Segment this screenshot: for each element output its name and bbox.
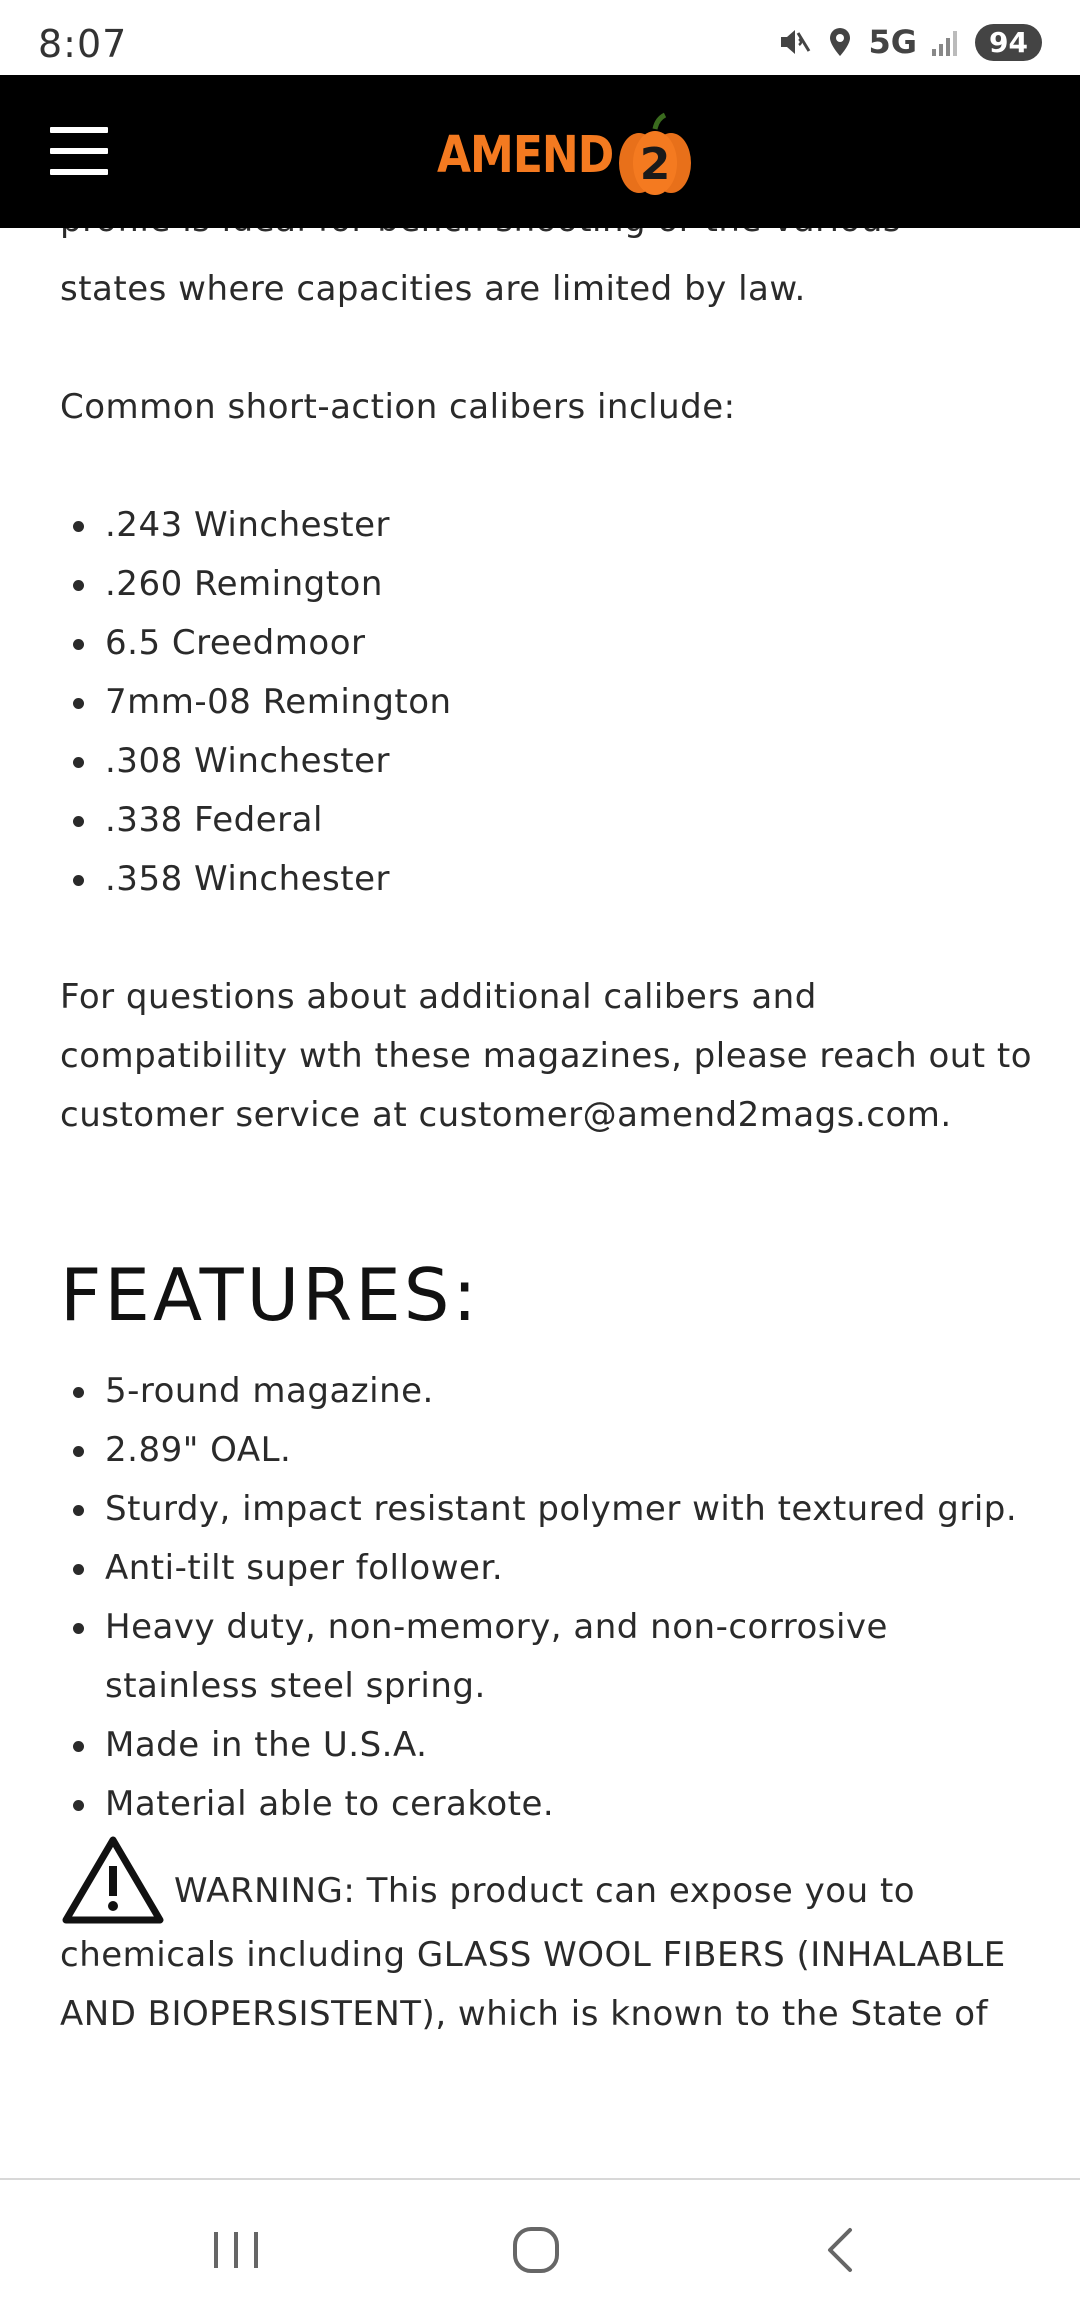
calibers-list — [60, 496, 1040, 909]
list-item: .338 Federal — [60, 791, 1040, 850]
hamburger-icon — [50, 127, 108, 133]
back-icon[interactable] — [810, 2220, 870, 2280]
location-icon — [823, 25, 857, 59]
site-header — [0, 75, 1080, 228]
hamburger-icon-bar — [50, 148, 108, 154]
list-item: Sturdy, impact resistant polymer with textured grip. — [60, 1480, 1040, 1539]
brand-logo[interactable] — [437, 105, 701, 205]
list-item: Anti-tilt super follower. — [60, 1539, 1040, 1598]
list-item: Material able to cerakote. — [60, 1775, 1040, 1834]
home-icon[interactable] — [506, 2220, 566, 2280]
list-item: Made in the U.S.A. — [60, 1716, 1040, 1775]
list-item: 5-round magazine. — [60, 1362, 1040, 1421]
features-list — [60, 1362, 1040, 1834]
hamburger-menu-button[interactable] — [50, 127, 108, 175]
list-item: .260 Remington — [60, 555, 1040, 614]
questions-paragraph: For questions about additional calibers and compatibility wth these magazines, please reach out to customer service at customer@amend2mags.com. — [60, 977, 1033, 1135]
list-item: 7mm-08 Remington — [60, 673, 1040, 732]
mute-icon — [777, 25, 811, 59]
product-description — [60, 200, 1040, 2044]
calibers-intro: Common short-action calibers include: — [60, 387, 736, 427]
signal-icon — [929, 25, 963, 59]
list-item: 6.5 Creedmoor — [60, 614, 1040, 673]
recents-icon[interactable] — [206, 2220, 266, 2280]
intro-line: states where capacities are limited by law. — [60, 269, 806, 309]
status-time: 8:07 — [38, 22, 128, 66]
hamburger-icon-bar — [50, 169, 108, 175]
warning-text: WARNING: This product can expose you to chemicals including GLASS WOOL FIBERS (INHALABLE AND BIOPERSISTENT), which is known to the State of — [60, 1871, 1006, 2034]
battery-indicator: 94 — [975, 24, 1042, 61]
logo-text: AMEND — [437, 125, 614, 185]
list-item: .243 Winchester — [60, 496, 1040, 555]
status-icons — [777, 22, 1043, 62]
system-nav-bar — [0, 2178, 1080, 2316]
features-heading: FEATURES: — [60, 1253, 480, 1337]
list-item: Heavy duty, non-memory, and non-corrosive stainless steel spring. — [60, 1598, 1040, 1716]
list-item: .308 Winchester — [60, 732, 1040, 791]
pumpkin-logo-icon — [609, 109, 701, 201]
prop65-warning — [60, 1834, 1040, 2044]
network-type: 5G — [868, 23, 918, 61]
status-bar — [0, 0, 1080, 75]
list-item: 2.89" OAL. — [60, 1421, 1040, 1480]
logo-number: 2 — [639, 139, 671, 190]
warning-icon — [60, 1834, 166, 1926]
list-item: .358 Winchester — [60, 850, 1040, 909]
